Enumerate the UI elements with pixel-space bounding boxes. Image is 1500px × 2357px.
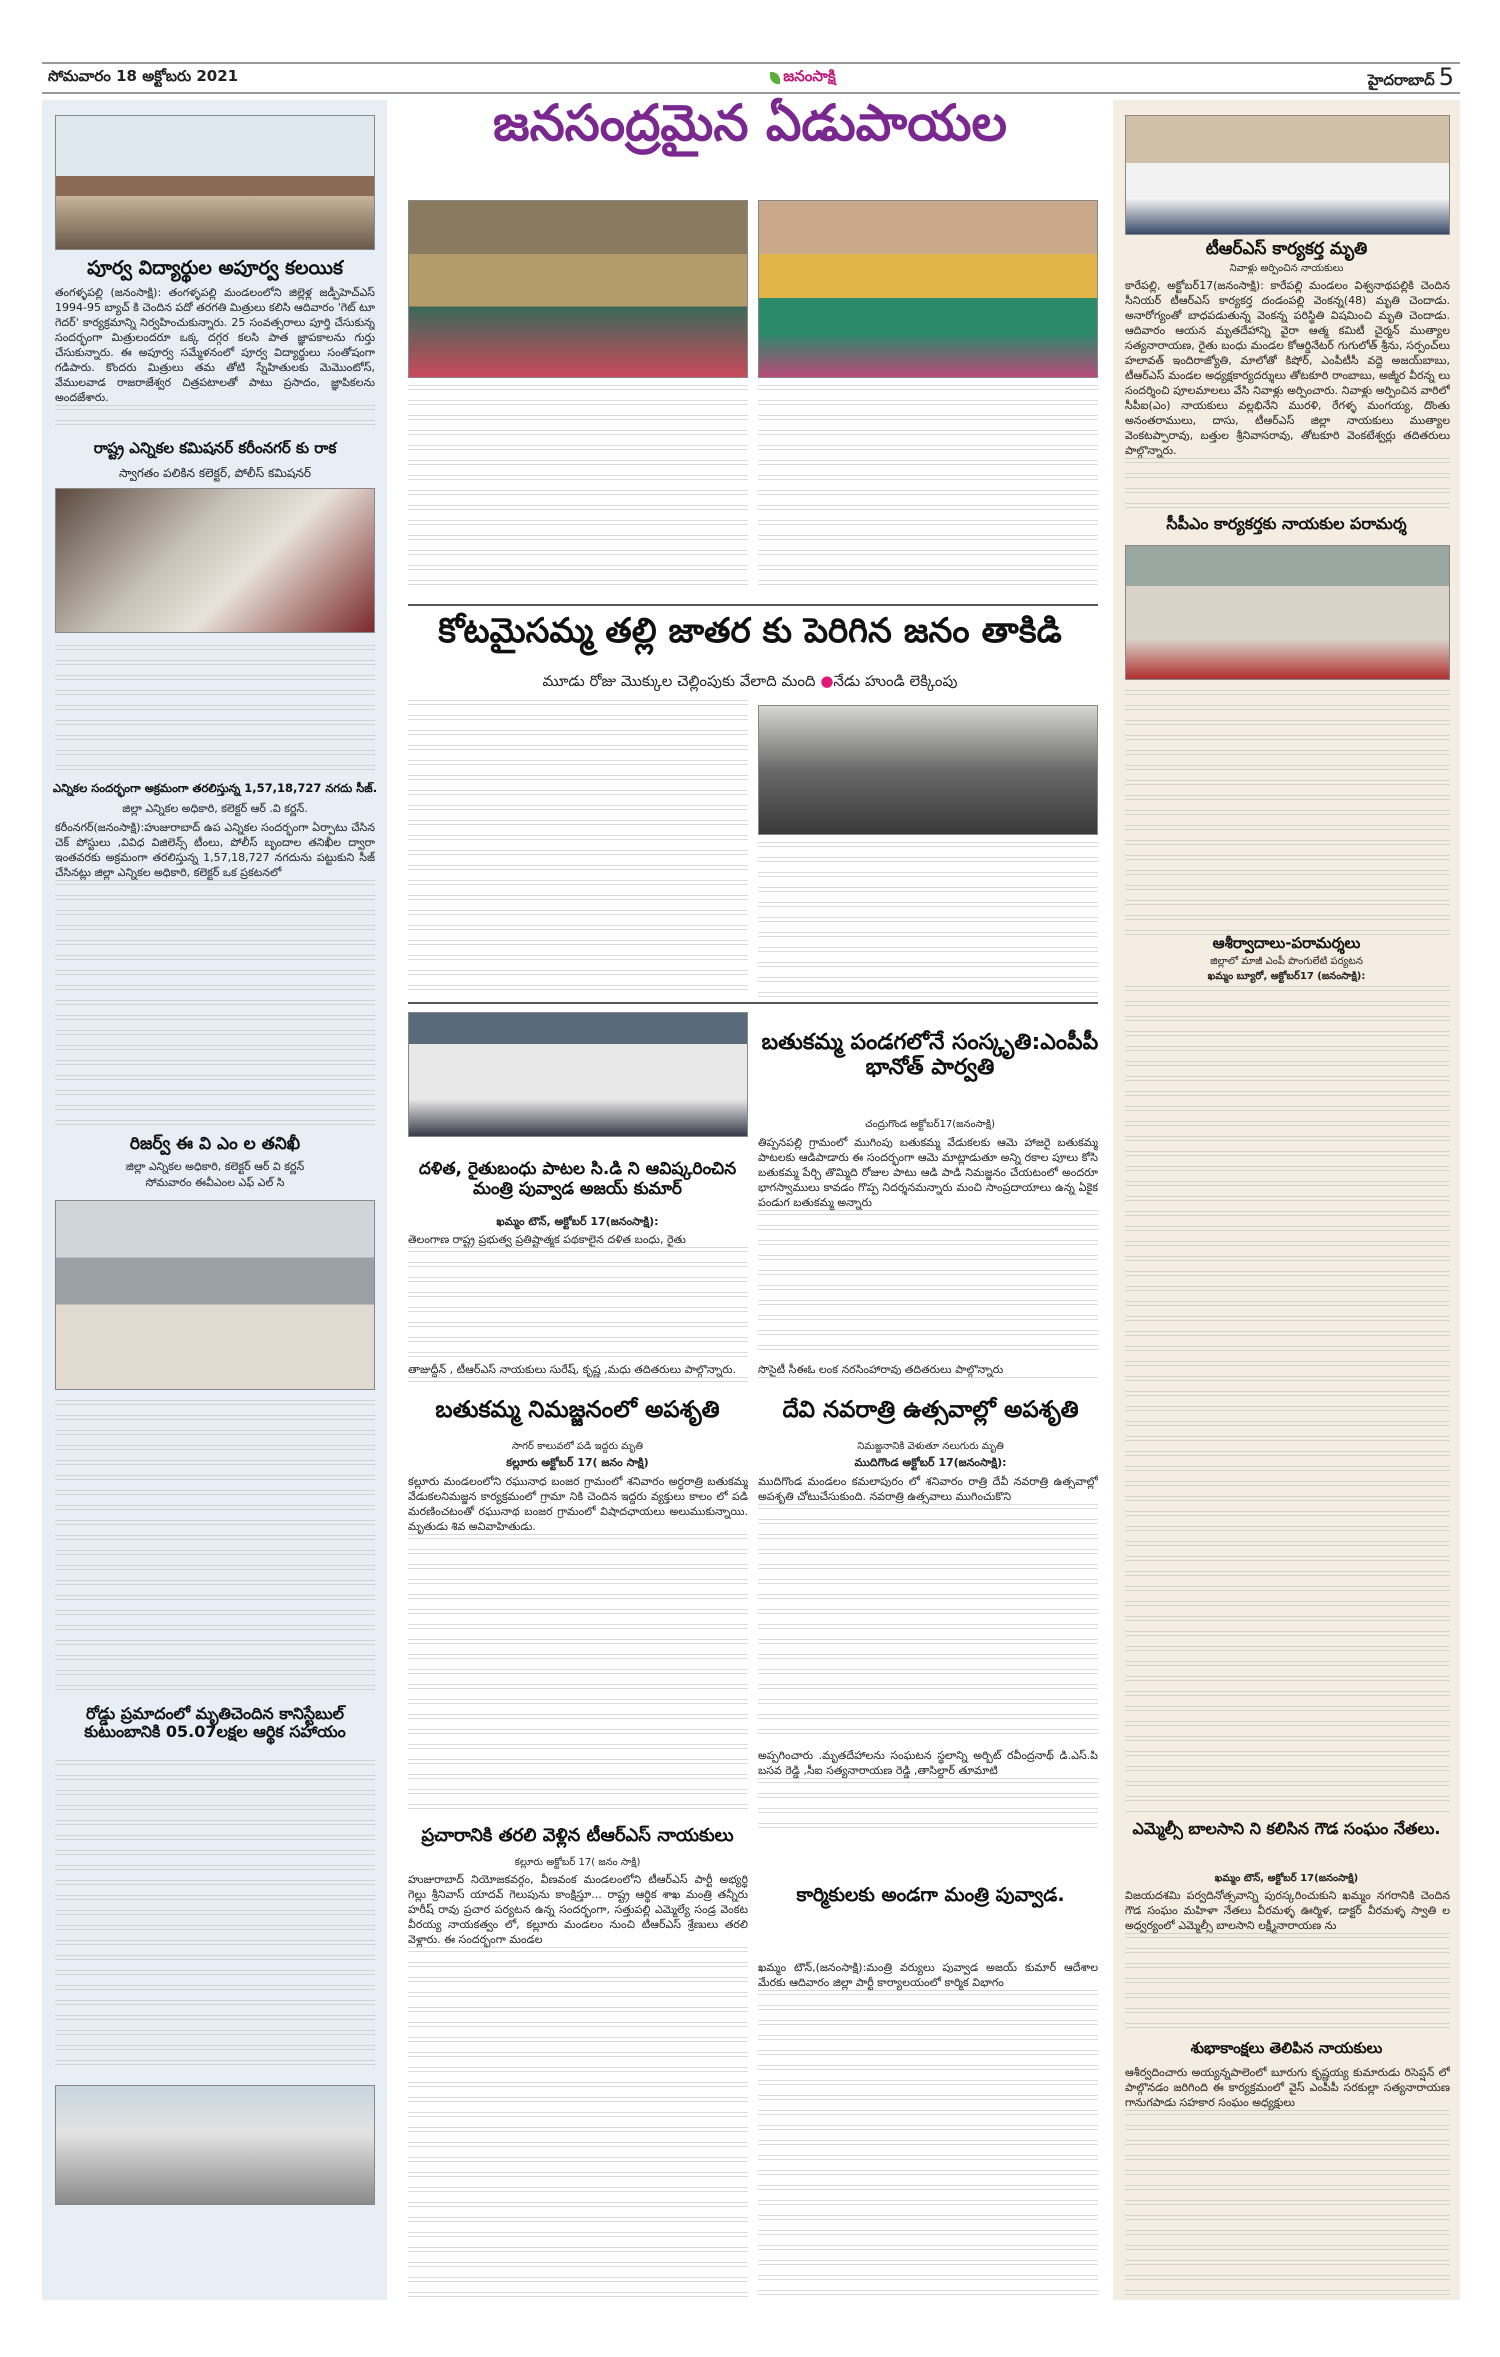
headline-alumni: పూర్వ విద్యార్థుల అపూర్వ కలయిక [87, 257, 343, 279]
headline-cpm-condolence: సీపీఎం కార్యకర్తకు నాయకుల పరామర్శ [1166, 514, 1407, 533]
divider [408, 1002, 1098, 1004]
headline-trs-campaign: ప్రచారానికి తరలి వెళ్లిన టీఆర్ఎస్ నాయకులు [421, 1825, 734, 1846]
article-trs-worker-death: కారేపల్లి, అక్టోబర్17(జనంసాక్షి): కారేపల్లి మండలం విశ్వనాథపల్లికి చెందిన సీనియర్ టీఆర్ఎస్ కార్యకర్త దండంపల్లి వెంకన్న(48) మృతి చెందాడు. అనారోగ్యంతో బాధపడుతున్న వెంకన్న పరిస్థితి విషమించి మృతి చెందాడు. ఆదివారం ఆయన మృతదేహాన్ని వైరా ఆత్మ కమిటీ చైర్మన్ ముత్యాల సత్యనారాయణ, రైతు బంధు మండల కోఆర్డినేటర్ గుగులోత్ శ్రీను, సర్పంచ్‌లు హలావత్ ఇందిరాజ్యోతి, మాలోతో కిషోర్, ఎంపీటీసీ వద్దె అజయ్‌బాబు, టీఆర్ఎస్ మండల అధ్యక్షకార్యదర్శులు తోటకూరి రాంబాబు, అజ్మీర వీరన్న లు సందర్శించి పూలమాలలు వేసి నివాళ్లు అర్పించారు. నివాళ్లు అర్పించిన వారిలో సీపీఐ(ఎం) నాయకులు వల్లభినేని మురళి, రేగళ్ళ మంగయ్య, దొంతు అనంతరాములు, దాసు, టీఆర్ఎస్ జిల్లా నాయకులు ముత్యాల వెంకటప్పారావు, బత్తుల శ్రీనివాసరావు, తోటకూరి వెంకటేశ్వర్లు తదితరులు పాల్గొన్నారు. [1125, 278, 1450, 510]
dateline-gouda-leaders: ఖమ్మం టౌన్, అక్టోబర్ 17(జనంసాక్షి) [1214, 1873, 1359, 1884]
headline-cd-launch: దళిత, రైతుబంధు పాటల సి.డి ని ఆవిష్కరించిన మంత్రి పువ్వాడ అజయ్ కుమార్ [418, 1159, 737, 1199]
headline-blessings: ఆశీర్వాదాలు-పరామర్శలు [1212, 934, 1361, 952]
masthead [42, 62, 1460, 94]
edupayala-devotees-photo [758, 200, 1098, 378]
alumni-photo [55, 115, 375, 250]
logo-text: జనంసాక్షి [783, 67, 836, 85]
evm-photo [55, 1200, 375, 1390]
subhead-part-2: నేడు హుండి లెక్కింపు [833, 672, 958, 690]
headline-cash-seized: ఎన్నికల సందర్భంగా అక్రమంగా తరలిస్తున్న 1,57,18,727 నగదు సీజ్. [52, 781, 378, 795]
article-gouda-leaders: విజయదశమి పర్వదినోత్సవాన్ని పురస్కరించుకుని ఖమ్మం నగరానికి చెందిన గౌడ సంఘం మహిళా నేతలు వీరమళ్ళ ఊర్మిళ, డాక్టర్ వీరమళ్ళ స్వాతి ల అధ్వర్యంలో ఎమ్మెల్సీ బాలసాని లక్ష్మీనారాయణ ను [1125, 1888, 1450, 2033]
dateline-blessings: ఖమ్మం బ్యూరో, అక్టోబర్17 (జనంసాక్షి): [1207, 971, 1366, 982]
constable-aid-photo [55, 2085, 375, 2205]
page-number: 5 [1438, 63, 1454, 91]
article-kotamaisamma-2 [758, 842, 1098, 1000]
article-edupayala-2 [758, 385, 1098, 595]
article-edupayala-1 [408, 385, 748, 595]
dateline-cd-launch: ఖమ్మం టౌన్, అక్టోబర్ 17(జనంసాక్షి): [496, 1215, 659, 1228]
cpm-condolence-photo [1125, 545, 1450, 680]
dateline-batukamma: చంద్రుగొండ అక్టోబర్17(జనంసాక్షి) [865, 1119, 995, 1130]
article-greetings: ఆశీర్వదించారు అయ్యన్నపాలెంలో బూరుగు కృష్ణయ్య కుమారుడు రిసెప్షన్ లో పాల్గొనడం జరిగింది ఈ కార్యక్రమంలో వైస్ ఎంపీపీ సరకుల్లా సత్యనారాయణ గానుగపాడు సహకార సంఘం అధ్యక్షులు [1125, 2065, 1450, 2300]
leaf-icon [770, 72, 780, 84]
headline-gouda-leaders: ఎమ్మెల్సీ బాలసాని ని కలిసిన గౌడ సంఘం నేతలు. [1132, 1819, 1441, 1838]
article-blessings [1125, 986, 1450, 1814]
bullet-icon: ● [820, 672, 834, 690]
headline-evm-check: రిజర్వ్ ఈ వి ఎం ల తనిఖీ [129, 1134, 301, 1154]
cd-launch-photo [408, 1012, 748, 1137]
commissioner-photo [55, 488, 375, 633]
subhead-election-commissioner: స్వాగతం పలికిన కలెక్టర్, పోలీస్ కమిషనర్ [118, 466, 312, 480]
headline-trs-worker-death: టీఆర్ఎస్ కార్యకర్త మృతి [1205, 239, 1368, 259]
article-immersion-tragedy: కల్లూరు మండలంలోని రఘునాధ బంజర గ్రామంలో శనివారం అర్ధరాత్రి బతుకమ్మ వేడుకలనిమజ్జన కార్యక్రమంలో గ్రామా నికి చెందిన ఇద్దరు వ్యక్తులు కాలం లో పడి మరణించటంతో రఘునాథ బంజర గ్రామంలో విషాదఛాయలు అలుముకున్నాయి. మృతుడు శివ అవివాహితుడు. [408, 1474, 748, 1819]
headline-greetings: శుభాకాంక్షలు తెలిపిన నాయకులు [1190, 2039, 1383, 2057]
article-cd-launch-end: తాజుద్దీన్ , టీఆర్ఎస్ నాయకులు సురేష్, కృష్ణ ,మధు తదితరులు పాల్గొన్నారు. [408, 1362, 748, 1392]
dateline-navaratri-tragedy: ముదిగొండ అక్టోబర్ 17(జనంసాక్షి): [854, 1456, 1007, 1469]
headline-kotamaisamma: కోటమైసమ్మ తల్లి జాతర కు పెరిగిన జనం తాకిడి [438, 611, 1062, 651]
issue-date: సోమవారం 18 అక్టోబరు 2021 [48, 67, 239, 85]
article-cpm-condolence [1125, 690, 1450, 935]
headline-election-commissioner: రాష్ట్ర ఎన్నికల కమిషనర్ కరీంనగర్ కు రాక [93, 439, 337, 457]
article-cd-launch: తెలంగాణ రాష్ట్ర ప్రభుత్వ ప్రతిష్టాత్మక పథకాలైన దళిత బంధు, రైతు [408, 1232, 748, 1362]
article-constable-aid [55, 1760, 375, 2070]
jatara-photo [758, 705, 1098, 835]
subhead-cash-seized: జిల్లా ఎన్నికల అధికారి, కలెక్టర్ ఆర్ .వి కర్ణన్. [122, 802, 308, 815]
subhead-kotamaisamma [395, 672, 1105, 694]
headline-constable-aid: రోడ్డు ప్రమాదంలో మృతిచెందిన కానిస్టేబుల్ కుటుంబానికి 05.07లక్షల ఆర్థిక సహాయం [84, 1704, 346, 1742]
article-navaratri-tragedy: ముదిగొండ మండలం కమలాపురం లో శనివారం రాత్రి దేవీ నవరాత్రి ఉత్సవాల్లో అపశృతి చోటుచేసుకుంది. నవరాత్రి ఉత్సవాలు ముగించుకొని [758, 1474, 1098, 1744]
headline-immersion-tragedy: బతుకమ్మ నిమజ్జనంలో అపశృతి [435, 1397, 720, 1423]
article-batukamma-end: సొసైటీ సీఈఓ లంక నరసింహారావు తదితరులు పాల్గొన్నారు [758, 1362, 1098, 1378]
subhead-navaratri-tragedy: నిమజ్జనానికి వెళుతూ నలుగురు మృతి [857, 1441, 1004, 1452]
edition [1368, 63, 1454, 93]
subhead-trs-worker-death: నివాళ్లు అర్పించిన నాయకులు [1229, 263, 1344, 274]
edition-city: హైదరాబాద్ [1367, 71, 1435, 89]
newspaper-logo [770, 67, 835, 89]
article-commissioner [55, 645, 375, 773]
subhead-part-1: మూడు రోజు మొక్కుల చెల్లింపుకు వేలాది మంది [542, 672, 816, 690]
trs-worker-tribute-photo [1125, 115, 1450, 235]
article-alumni: తంగళ్ళపల్లి (జనంసాక్షి): తంగళ్ళపల్లి మండలంలోని జిల్లెళ్ల జడ్పీహెచ్ఎస్ 1994-95 బ్యాచ్ కి చెందిన పదో తరగతి మిత్రులు కలిసి ఆదివారం 'గెట్ టూ గెదర్' కార్యక్రమాన్ని నిర్వహించుకున్నారు. 25 సంవత్సరాలు పూర్తి చేసుకున్న సందర్భంగా మిత్రులందరూ ఒక్క దగ్గర కలసి పాత జ్ఞాపకాలను గుర్తు చేసుకున్నారు. ఈ అపూర్వ సమ్మేళనంలో పూర్వ విద్యార్థులు సంతోషంగా గడిపారు. కొందరు మిత్రులు తమ తోటి స్నేహితులకు మెమొంటోస్, వేములవాడ రాజరాజేశ్వర చిత్రపటాలతో పాటు ప్రసాదం, జ్ఞాపికలను అందజేశారు. [55, 285, 375, 435]
dateline-immersion-tragedy: కల్లూరు అక్టోబర్ 17( జనం సాక్షి) [506, 1456, 649, 1469]
headline-navaratri-tragedy: దేవి నవరాత్రి ఉత్సవాల్లో అపశృతి [782, 1397, 1079, 1423]
article-workers-support: ఖమ్మం టౌన్,(జనంసాక్షి):మంత్రి వర్యులు పువ్వాడ అజయ్ కుమార్ ఆదేశాల మేరకు ఆదివారం జిల్లా పార్టీ కార్యాలయంలో కార్మిక విభాగం [758, 1960, 1098, 2300]
article-trs-campaign: హుజురాబాద్ నియోజకవర్గం, వీణవంక మండలంలోని టీఆర్ఎస్ పార్టీ అభ్యర్థి గెల్లు శ్రీనివాస్ యాదవ్ గెలుపును కాంక్షిస్తూ... రాష్ట్ర ఆర్థిక శాఖ మంత్రి తన్నీరు హరీష్ రావు ప్రచార పర్యటన ఉన్న సందర్భంగా, సత్తుపల్లి ఎమ్మెల్యే సండ్ర వెంకట వీరయ్య నాయకత్వం లో, కల్లూరు మండలం నుంచి టీఆర్ఎస్ శ్రేణులు తరలి వెళ్లారు. ఈ సందర్భంగా మండల [408, 1872, 748, 2300]
edupayala-crowd-photo [408, 200, 748, 378]
article-kotamaisamma-1 [408, 700, 748, 1000]
subhead-immersion-tragedy: సాగర్ కాలువలో పడి ఇద్దరు మృతి [511, 1441, 644, 1452]
dateline-trs-campaign: కల్లూరు అక్టోబర్ 17( జనం సాక్షి) [514, 1857, 641, 1868]
subhead-blessings: జిల్లాలో మాజీ ఎంపీ పొంగులేటి పర్యటన [1210, 956, 1363, 967]
article-cash-seized: కరీంనగర్(జనంసాక్షి):హుజురాబాద్ ఉప ఎన్నికల సందర్భంగా ఏర్పాటు చేసిన చెక్ పోస్టులు ,వివిధ విజిలెన్స్ టీంలు, పోలీస్ బృందాల తనిఖీల ద్వారా ఇంతవరకు అక్రమంగా తరలిస్తున్న 1,57,18,727 నగదును పట్టుకుని సీజ్ చేసినట్లు జిల్లా ఎన్నికల అధికారి, కలెక్టర్ ఒక ప్రకటనలో [55, 820, 375, 1125]
headline-workers-support: కార్మికులకు అండగా మంత్రి పువ్వాడ. [796, 1884, 1065, 1906]
article-batukamma: తిప్పనపల్లి గ్రామంలో ముగింపు బతుకమ్మ వేడుకలకు ఆమె హాజరై బతుకమ్మ పాటలకు ఆడిపాడారు ఈ సందర్భంగా ఆమె మాట్లాడుతూ అన్ని రకాల పూలు కోసి బతుకమ్మ పేర్చి తొమ్మిది రోజుల పాటు ఆడి పాడి నిమజ్జనం చేయటంలో అందరూ భాగస్వాములు కావడం గొప్ప నిదర్శనమన్నారు మంచి సాంప్రదాయాలు ఉన్న ఏకైక పండుగ బతుకమ్మ అన్నారు [758, 1135, 1098, 1360]
divider [408, 604, 1098, 606]
subhead-evm-2: సోమవారం ఈవీఎంల ఎఫ్ ఎల్ సి [145, 1176, 285, 1189]
headline-batukamma-culture: బతుకమ్మ పండగలోనే సంస్కృతి:ఎంపీపీ భానోత్ పార్వతి [761, 1030, 1099, 1081]
lead-headline: జనసంద్రమైన ఏడుపాయల [493, 94, 1007, 152]
article-navaratri-end: అప్పగించారు .మృతదేహాలను సంఘటన స్థలాన్ని అర్బిట్ రవీంద్రనాథ్ డి.ఎస్.పి బసవ రెడ్డి ,సీఐ సత్యనారాయణ రెడ్డి ,తాసిల్దార్ తూమాటి [758, 1748, 1098, 1838]
article-evm [55, 1400, 375, 1695]
subhead-evm-1: జిల్లా ఎన్నికల అధికారి, కలెక్టర్ ఆర్ వి కర్ణన్ [125, 1160, 305, 1173]
